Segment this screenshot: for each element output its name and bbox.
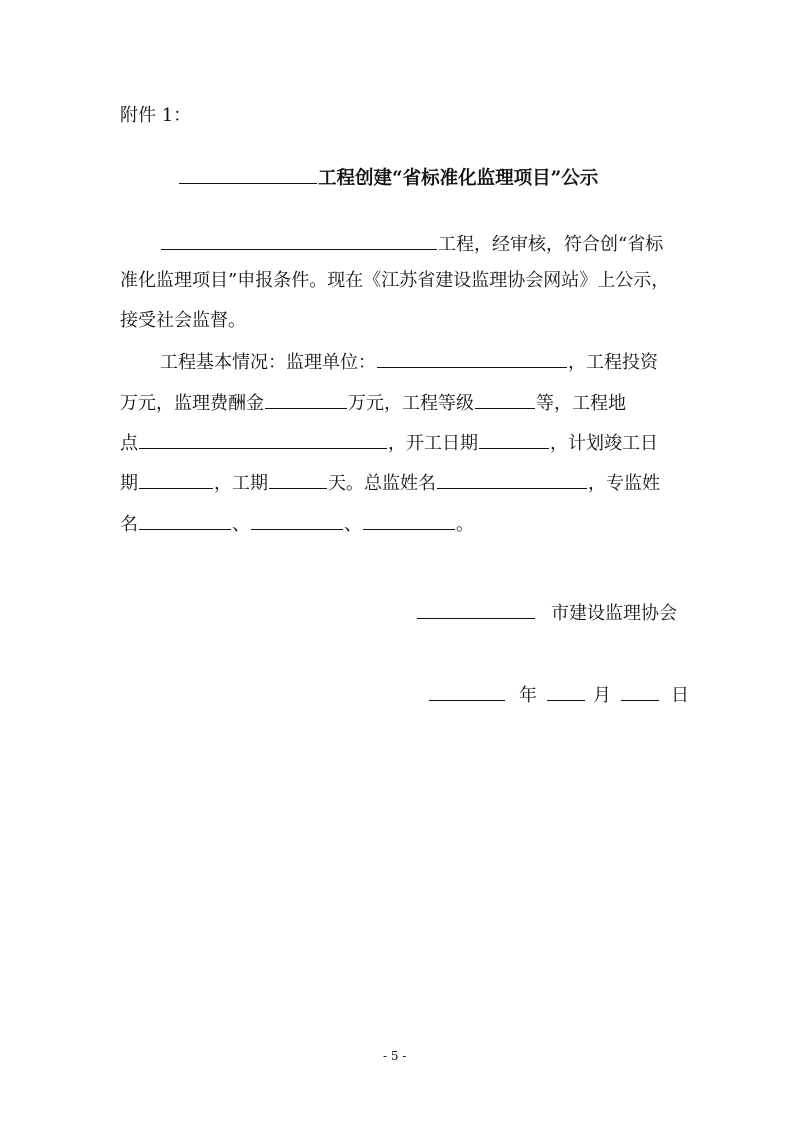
- start-date-label: ，开工日期: [388, 433, 478, 454]
- page-number: - 5 -: [383, 1049, 407, 1063]
- title-text: 工程创建“省标准化监理项目”公示: [318, 168, 599, 189]
- year-blank[interactable]: [429, 680, 505, 701]
- investment-label: ，工程投资: [568, 352, 658, 373]
- specialist-blank-2[interactable]: [251, 509, 343, 530]
- period: 。: [456, 514, 474, 535]
- para2-line3: [120, 428, 658, 452]
- duration-blank[interactable]: [269, 468, 327, 489]
- completion-label: 期: [120, 473, 138, 494]
- start-date-blank[interactable]: [479, 428, 549, 449]
- specialist-blank-1[interactable]: [139, 509, 231, 530]
- completion-label-part: ，计划竣工日: [550, 433, 658, 454]
- para2-line1: [160, 347, 658, 371]
- completion-date-blank[interactable]: [139, 468, 213, 489]
- grade-blank[interactable]: [475, 388, 535, 409]
- supervision-unit-blank[interactable]: [377, 347, 567, 368]
- separator: 、: [344, 514, 362, 535]
- para1-line1-text: 工程，经审核，符合创“省标: [438, 234, 664, 255]
- chief-supervisor-label: 天。总监姓名: [328, 473, 436, 494]
- grade-label: 万元，工程等级: [348, 393, 474, 414]
- location-label: 点: [120, 433, 138, 454]
- separator: 、: [232, 514, 250, 535]
- para2-line4: [120, 468, 660, 492]
- chief-supervisor-blank[interactable]: [437, 468, 587, 489]
- specialist-blank-3[interactable]: [363, 509, 455, 530]
- signature-date: [428, 680, 689, 708]
- duration-label: ，工期: [214, 473, 268, 494]
- basic-info-label: 工程基本情况：监理单位：: [160, 352, 376, 373]
- para1-line2: 准化监理项目”申报条件。现在《江苏省建设监理协会网站》上公示，: [120, 270, 670, 291]
- signature-org: [416, 598, 677, 626]
- fee-blank[interactable]: [265, 388, 347, 409]
- para2-line2: [120, 388, 626, 412]
- project-blank[interactable]: [161, 229, 437, 250]
- para2-line5: [120, 509, 474, 533]
- day-label: 日: [671, 685, 689, 706]
- city-blank[interactable]: [417, 598, 535, 619]
- attachment-label: 附件 1：: [120, 105, 192, 126]
- month-label: 月: [593, 685, 611, 706]
- document-title: [178, 163, 598, 191]
- location-label-part: 等，工程地: [536, 393, 626, 414]
- para1-line1: [160, 229, 663, 253]
- fee-label: 万元，监理费酬金: [120, 393, 264, 414]
- month-blank[interactable]: [547, 680, 585, 701]
- year-label: 年: [519, 685, 537, 706]
- org-name: 市建设监理协会: [551, 603, 677, 624]
- project-name-blank[interactable]: [179, 163, 317, 184]
- specialist-label-part: ，专监姓: [588, 473, 660, 494]
- location-blank[interactable]: [139, 428, 387, 449]
- specialist-label: 名: [120, 514, 138, 535]
- day-blank[interactable]: [621, 680, 659, 701]
- para1-line3: 接受社会监督。: [120, 310, 246, 331]
